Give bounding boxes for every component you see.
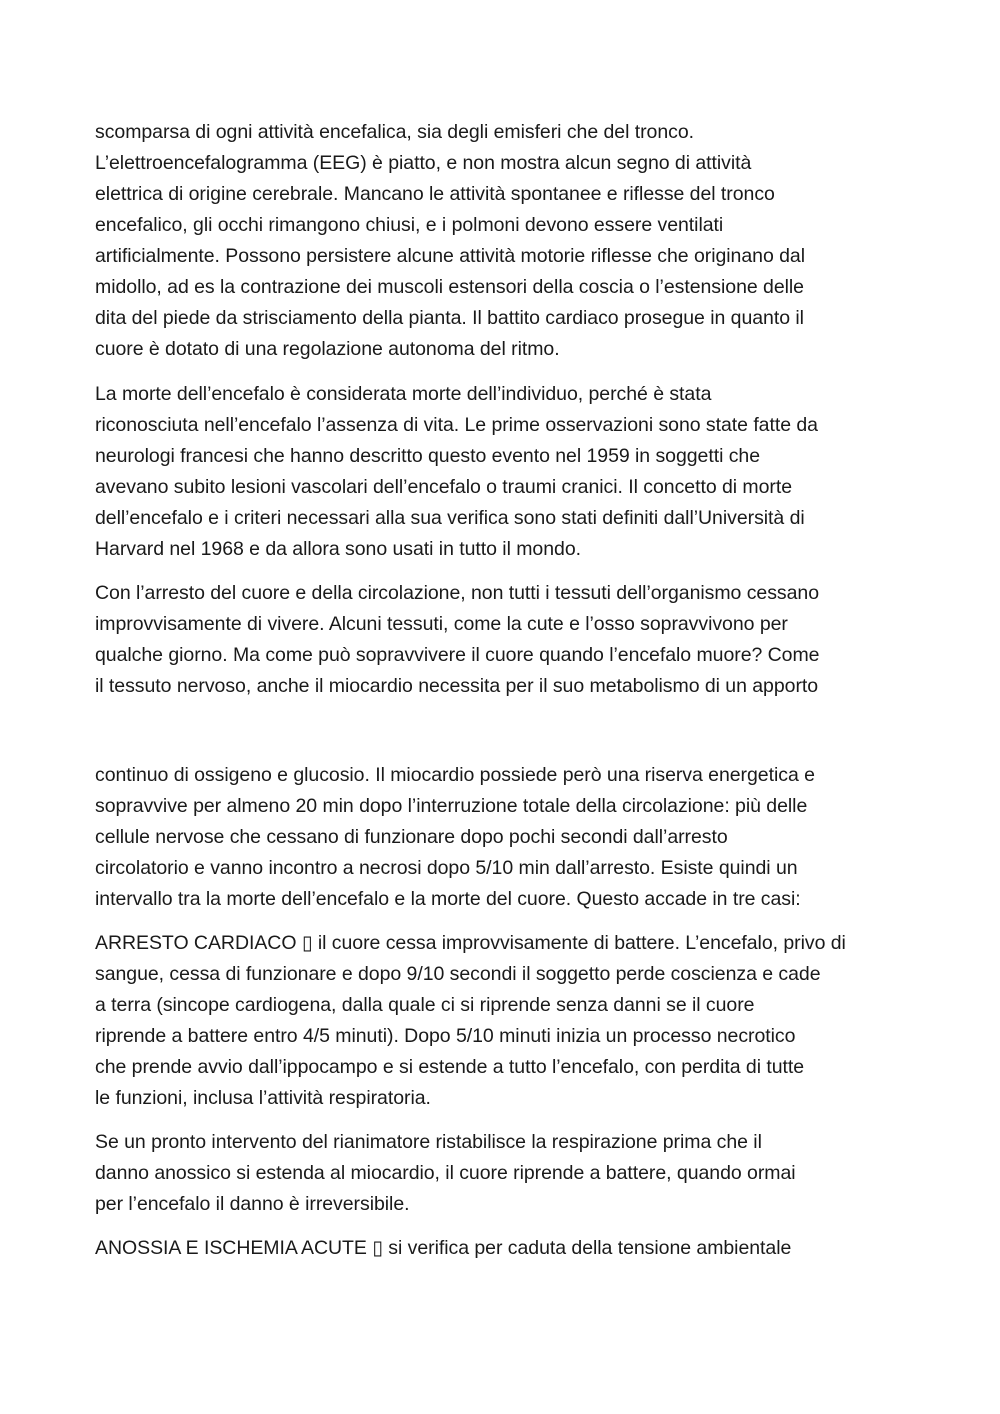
text-line: circolatorio e vanno incontro a necrosi dopo 5/10 min dall’arresto. Esiste quindi un bbox=[95, 857, 798, 879]
text-line: artificialmente. Possono persistere alcune attività motorie riflesse che originano dal bbox=[95, 245, 805, 267]
text-line: midollo, ad es la contrazione dei muscoli estensori della coscia o l’estensione delle bbox=[95, 276, 804, 298]
text-line: elettrica di origine cerebrale. Mancano le attività spontanee e riflesse del tronco bbox=[95, 183, 775, 205]
text-line: sangue, cessa di funzionare e dopo 9/10 secondi il soggetto perde coscienza e cade bbox=[95, 963, 821, 985]
text-line: riconosciuta nell’encefalo l’assenza di vita. Le prime osservazioni sono state fatte da bbox=[95, 414, 818, 436]
text-line: cellule nervose che cessano di funzionare dopo pochi secondi dall’arresto bbox=[95, 826, 728, 848]
text-line: il tessuto nervoso, anche il miocardio necessita per il suo metabolismo di un apporto bbox=[95, 675, 819, 697]
text-line: avevano subito lesioni vascolari dell’encefalo o traumi cranici. Il concetto di morte bbox=[95, 476, 793, 498]
text-line: scomparsa di ogni attività encefalica, sia degli emisferi che del tronco. bbox=[95, 121, 694, 143]
text-line: Se un pronto intervento del rianimatore ristabilisce la respirazione prima che il bbox=[95, 1131, 762, 1153]
text-line: dell’encefalo e i criteri necessari alla sua verifica sono stati definiti dall’Università di bbox=[95, 507, 805, 529]
text-line: ANOSSIA E ISCHEMIA ACUTE ▯ si verifica per caduta della tensione ambientale bbox=[95, 1237, 792, 1259]
paragraph-myocardium-reserve bbox=[95, 760, 915, 915]
paragraph-anoxia-ischemia bbox=[95, 1233, 915, 1264]
text-line: cuore è dotato di una regolazione autonoma del ritmo. bbox=[95, 338, 560, 360]
text-line: per l’encefalo il danno è irreversibile. bbox=[95, 1193, 410, 1215]
text-line: dita del piede da strisciamento della pianta. Il battito cardiaco prosegue in quanto il bbox=[95, 307, 804, 329]
paragraph-individual-death bbox=[95, 379, 915, 565]
text-line: improvvisamente di vivere. Alcuni tessuti, come la cute e l’osso sopravvivono per bbox=[95, 613, 788, 635]
text-line: La morte dell’encefalo è considerata morte dell’individuo, perché è stata bbox=[95, 383, 712, 405]
paragraph-brain-death-signs bbox=[95, 117, 915, 365]
text-line: a terra (sincope cardiogena, dalla quale ci si riprende senza danni se il cuore bbox=[95, 994, 755, 1016]
paragraph-tissue-survival bbox=[95, 578, 915, 702]
paragraph-cardiac-arrest bbox=[95, 928, 915, 1114]
text-line: ARRESTO CARDIACO ▯ il cuore cessa improvvisamente di battere. L’encefalo, privo di bbox=[95, 932, 846, 954]
paragraph-resuscitation bbox=[95, 1127, 915, 1220]
text-line: che prende avvio dall’ippocampo e si estende a tutto l’encefalo, con perdita di tutte bbox=[95, 1056, 805, 1078]
text-line: intervallo tra la morte dell’encefalo e la morte del cuore. Questo accade in tre casi: bbox=[95, 888, 801, 910]
text-line: le funzioni, inclusa l’attività respiratoria. bbox=[95, 1087, 431, 1109]
text-line: L’elettroencefalogramma (EEG) è piatto, e non mostra alcun segno di attività bbox=[95, 152, 752, 174]
text-line: qualche giorno. Ma come può sopravvivere il cuore quando l’encefalo muore? Come bbox=[95, 644, 820, 666]
text-line: continuo di ossigeno e glucosio. Il miocardio possiede però una riserva energetica e bbox=[95, 764, 815, 786]
text-line: Con l’arresto del cuore e della circolazione, non tutti i tessuti dell’organismo cessano bbox=[95, 582, 819, 604]
text-line: riprende a battere entro 4/5 minuti). Dopo 5/10 minuti inizia un processo necrotico bbox=[95, 1025, 796, 1047]
text-line: danno anossico si estenda al miocardio, il cuore riprende a battere, quando ormai bbox=[95, 1162, 796, 1184]
text-line: Harvard nel 1968 e da allora sono usati in tutto il mondo. bbox=[95, 538, 581, 560]
text-line: encefalico, gli occhi rimangono chiusi, e i polmoni devono essere ventilati bbox=[95, 214, 724, 236]
text-line: sopravvive per almeno 20 min dopo l’interruzione totale della circolazione: più delle bbox=[95, 795, 808, 817]
text-line: neurologi francesi che hanno descritto questo evento nel 1959 in soggetti che bbox=[95, 445, 761, 467]
